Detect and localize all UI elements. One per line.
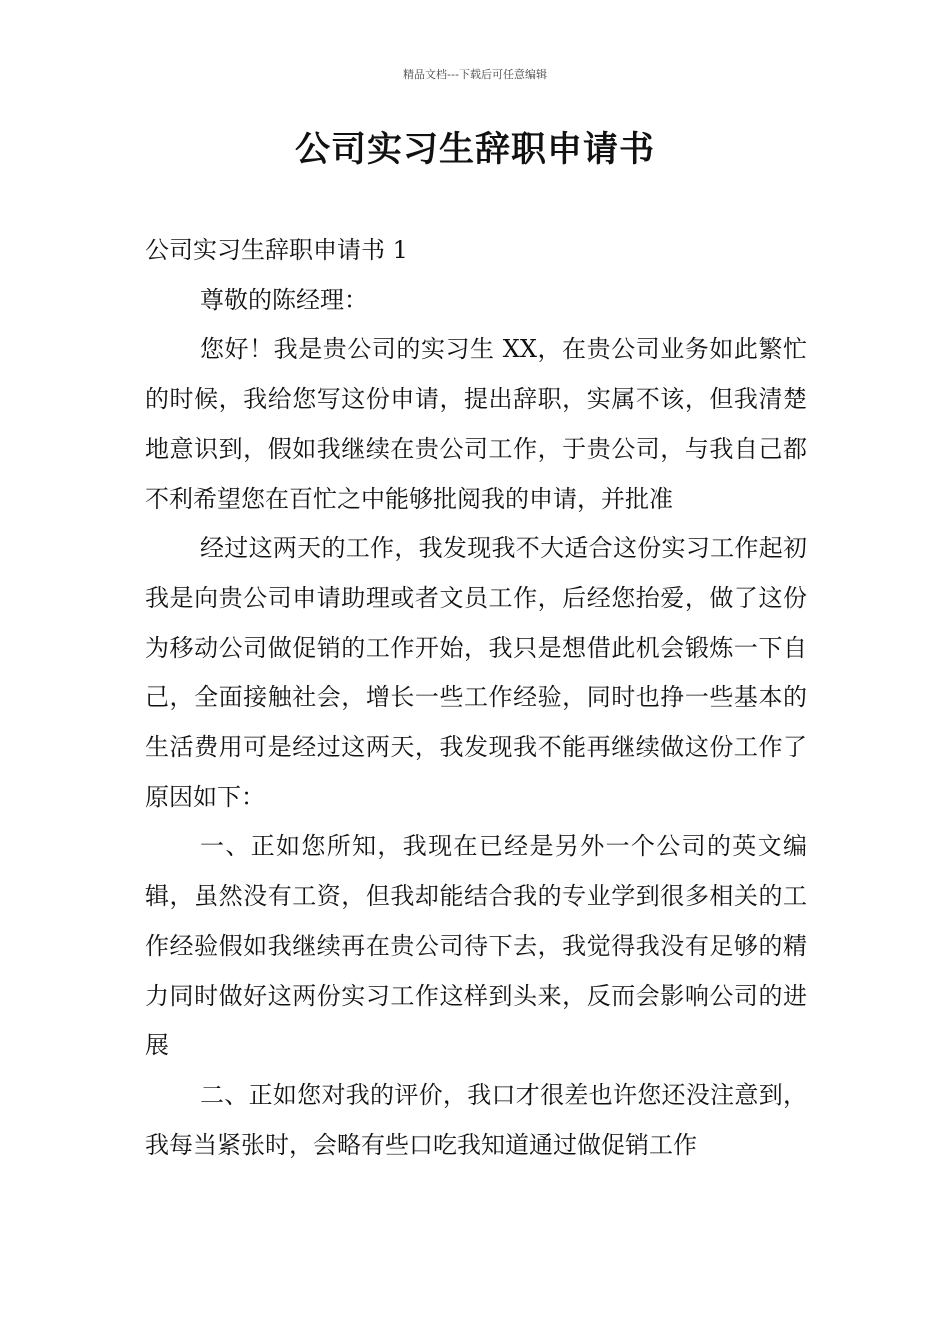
paragraph-reason-one: 一、正如您所知，我现在已经是另外一个公司的英文编辑，虽然没有工资，但我却能结合我的专业学到很多相关的工作经验假如我继续再在贵公司待下去，我觉得我没有足够的精力同时做好这两份实习工作这样到头来，反而会影响公司的进展 [145, 832, 807, 1060]
document-title: 公司实习生辞职申请书 [294, 130, 655, 170]
document-body [145, 226, 807, 1170]
paragraph-reason-two: 二、正如您对我的评价，我口才很差也许您还没注意到，我每当紧张时，会略有些口吃我知道通过做促销工作 [145, 1080, 807, 1159]
paragraph-background: 经过这两天的工作，我发现我不大适合这份实习工作起初我是向贵公司申请助理或者文员工作，后经您抬爱，做了这份为移动公司做促销的工作开始，我只是想借此机会锻炼一下自己，全面接触社会，增长一些工作经验，同时也挣一些基本的生活费用可是经过这两天，我发现我不能再继续做这份工作了原因如下： [145, 534, 807, 811]
paragraph-greeting: 您好！我是贵公司的实习生 XX，在贵公司业务如此繁忙的时候，我给您写这份申请，提出辞职，实属不该，但我清楚地意识到，假如我继续在贵公司工作，于贵公司，与我自己都不利希望您在百忙之中能够批阅我的申请，并批准 [145, 335, 807, 513]
section-heading: 公司实习生辞职申请书 1 [145, 236, 408, 264]
salutation: 尊敬的陈经理： [200, 285, 368, 314]
header-note: 精品文档---下载后可任意编辑 [403, 68, 547, 81]
